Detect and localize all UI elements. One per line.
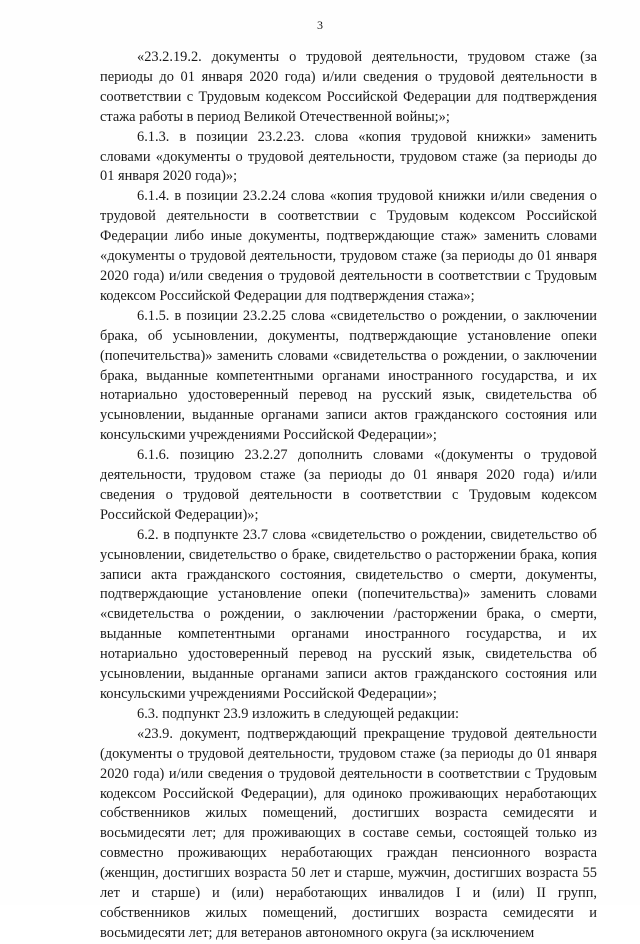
paragraph-6-2: 6.2. в подпункте 23.7 слова «свидетельство о рождении, свидетельство об усыновлении, свидетельство о браке, свидетельство о расторжении брака, копия записи акта гражданского состояния, свидетельство о смерти, документы, подтверждающие установление опеки (попечительства)» заменить словами «свидетельства о рождении, о заключении /расторжении брака, о смерти, выданные компетентными органами иностранного государства, и их нотариально удостоверенный перевод на русский язык, свидетельства об усыновлении, выданные органами записи актов гражданского состояния или консульскими учреждениями Российской Федерации»; [100,526,597,702]
paragraph-23-9: «23.9. документ, подтверждающий прекращение трудовой деятельности (документы о трудовой деятельности, трудовом стаже (за периоды до 01 января 2020 года) и/или сведения о трудовой деятельности в соответствии с Трудовым кодексом Российской Федерации), для одиноко проживающих неработающих собственников жилых помещений, достигших возраста семидесяти и восьмидесяти лет; для проживающих в составе семьи, состоящей только из совместно проживающих неработающих граждан пенсионного возраста (женщин, достигших возраста 50 лет и старше, мужчин, достигших возраста 55 лет и старше) и (или) неработающих инвалидов I и (или) II групп, собственников жилых помещений, достигших возраста семидесяти и восьмидесяти лет; для ветеранов автономного округа (за исключением [100,725,597,941]
paragraph-6-3: 6.3. подпункт 23.9 изложить в следующей редакции: [137,705,459,722]
paragraph-6-1-5: 6.1.5. в позиции 23.2.25 слова «свидетельство о рождении, о заключении брака, об усыновлении, документы, подтверждающие установление опеки (попечительства)» заменить словами «свидетельства о рождении, о заключении брака, выданные компетентными органами иностранного государства, и их нотариально удостоверенный перевод на русский язык, свидетельства об усыновлении, выданные органами записи актов гражданского состояния или консульскими учреждениями Российской Федерации»; [100,307,597,444]
paragraph-23-2-19-2: «23.2.19.2. документы о трудовой деятельности, трудовом стаже (за периоды до 01 января 2020 года) и/или сведения о трудовой деятельности в соответствии с Трудовым кодексом Российской Федерации для подтверждения стажа работы в период Великой Отечественной войны;»; [100,49,597,125]
document-body [100,48,597,944]
page-number: 3 [317,18,323,32]
paragraph-6-1-4: 6.1.4. в позиции 23.2.24 слова «копия трудовой книжки и/или сведения о трудовой деятельности в соответствии с Трудовым кодексом Российской Федерации либо иные документы, подтверждающие стаж» заменить словами «документы о трудовой деятельности, трудовом стаже (за периоды до 01 января 2020 года) и/или сведения о трудовой деятельности в соответствии с Трудовым кодексом Российской Федерации для подтверждения стажа»; [100,188,597,304]
paragraph-6-1-3: 6.1.3. в позиции 23.2.23. слова «копия трудовой книжки» заменить словами «документы о трудовой деятельности, трудовом стаже (за периоды до 01 января 2020 года)»; [100,128,597,185]
paragraph-6-1-6: 6.1.6. позицию 23.2.27 дополнить словами «(документы о трудовой деятельности, трудовом стаже (за периоды до 01 января 2020 года) и/или сведения о трудовой деятельности в соответствии с Трудовым кодексом Российской Федерации)»; [100,447,597,523]
